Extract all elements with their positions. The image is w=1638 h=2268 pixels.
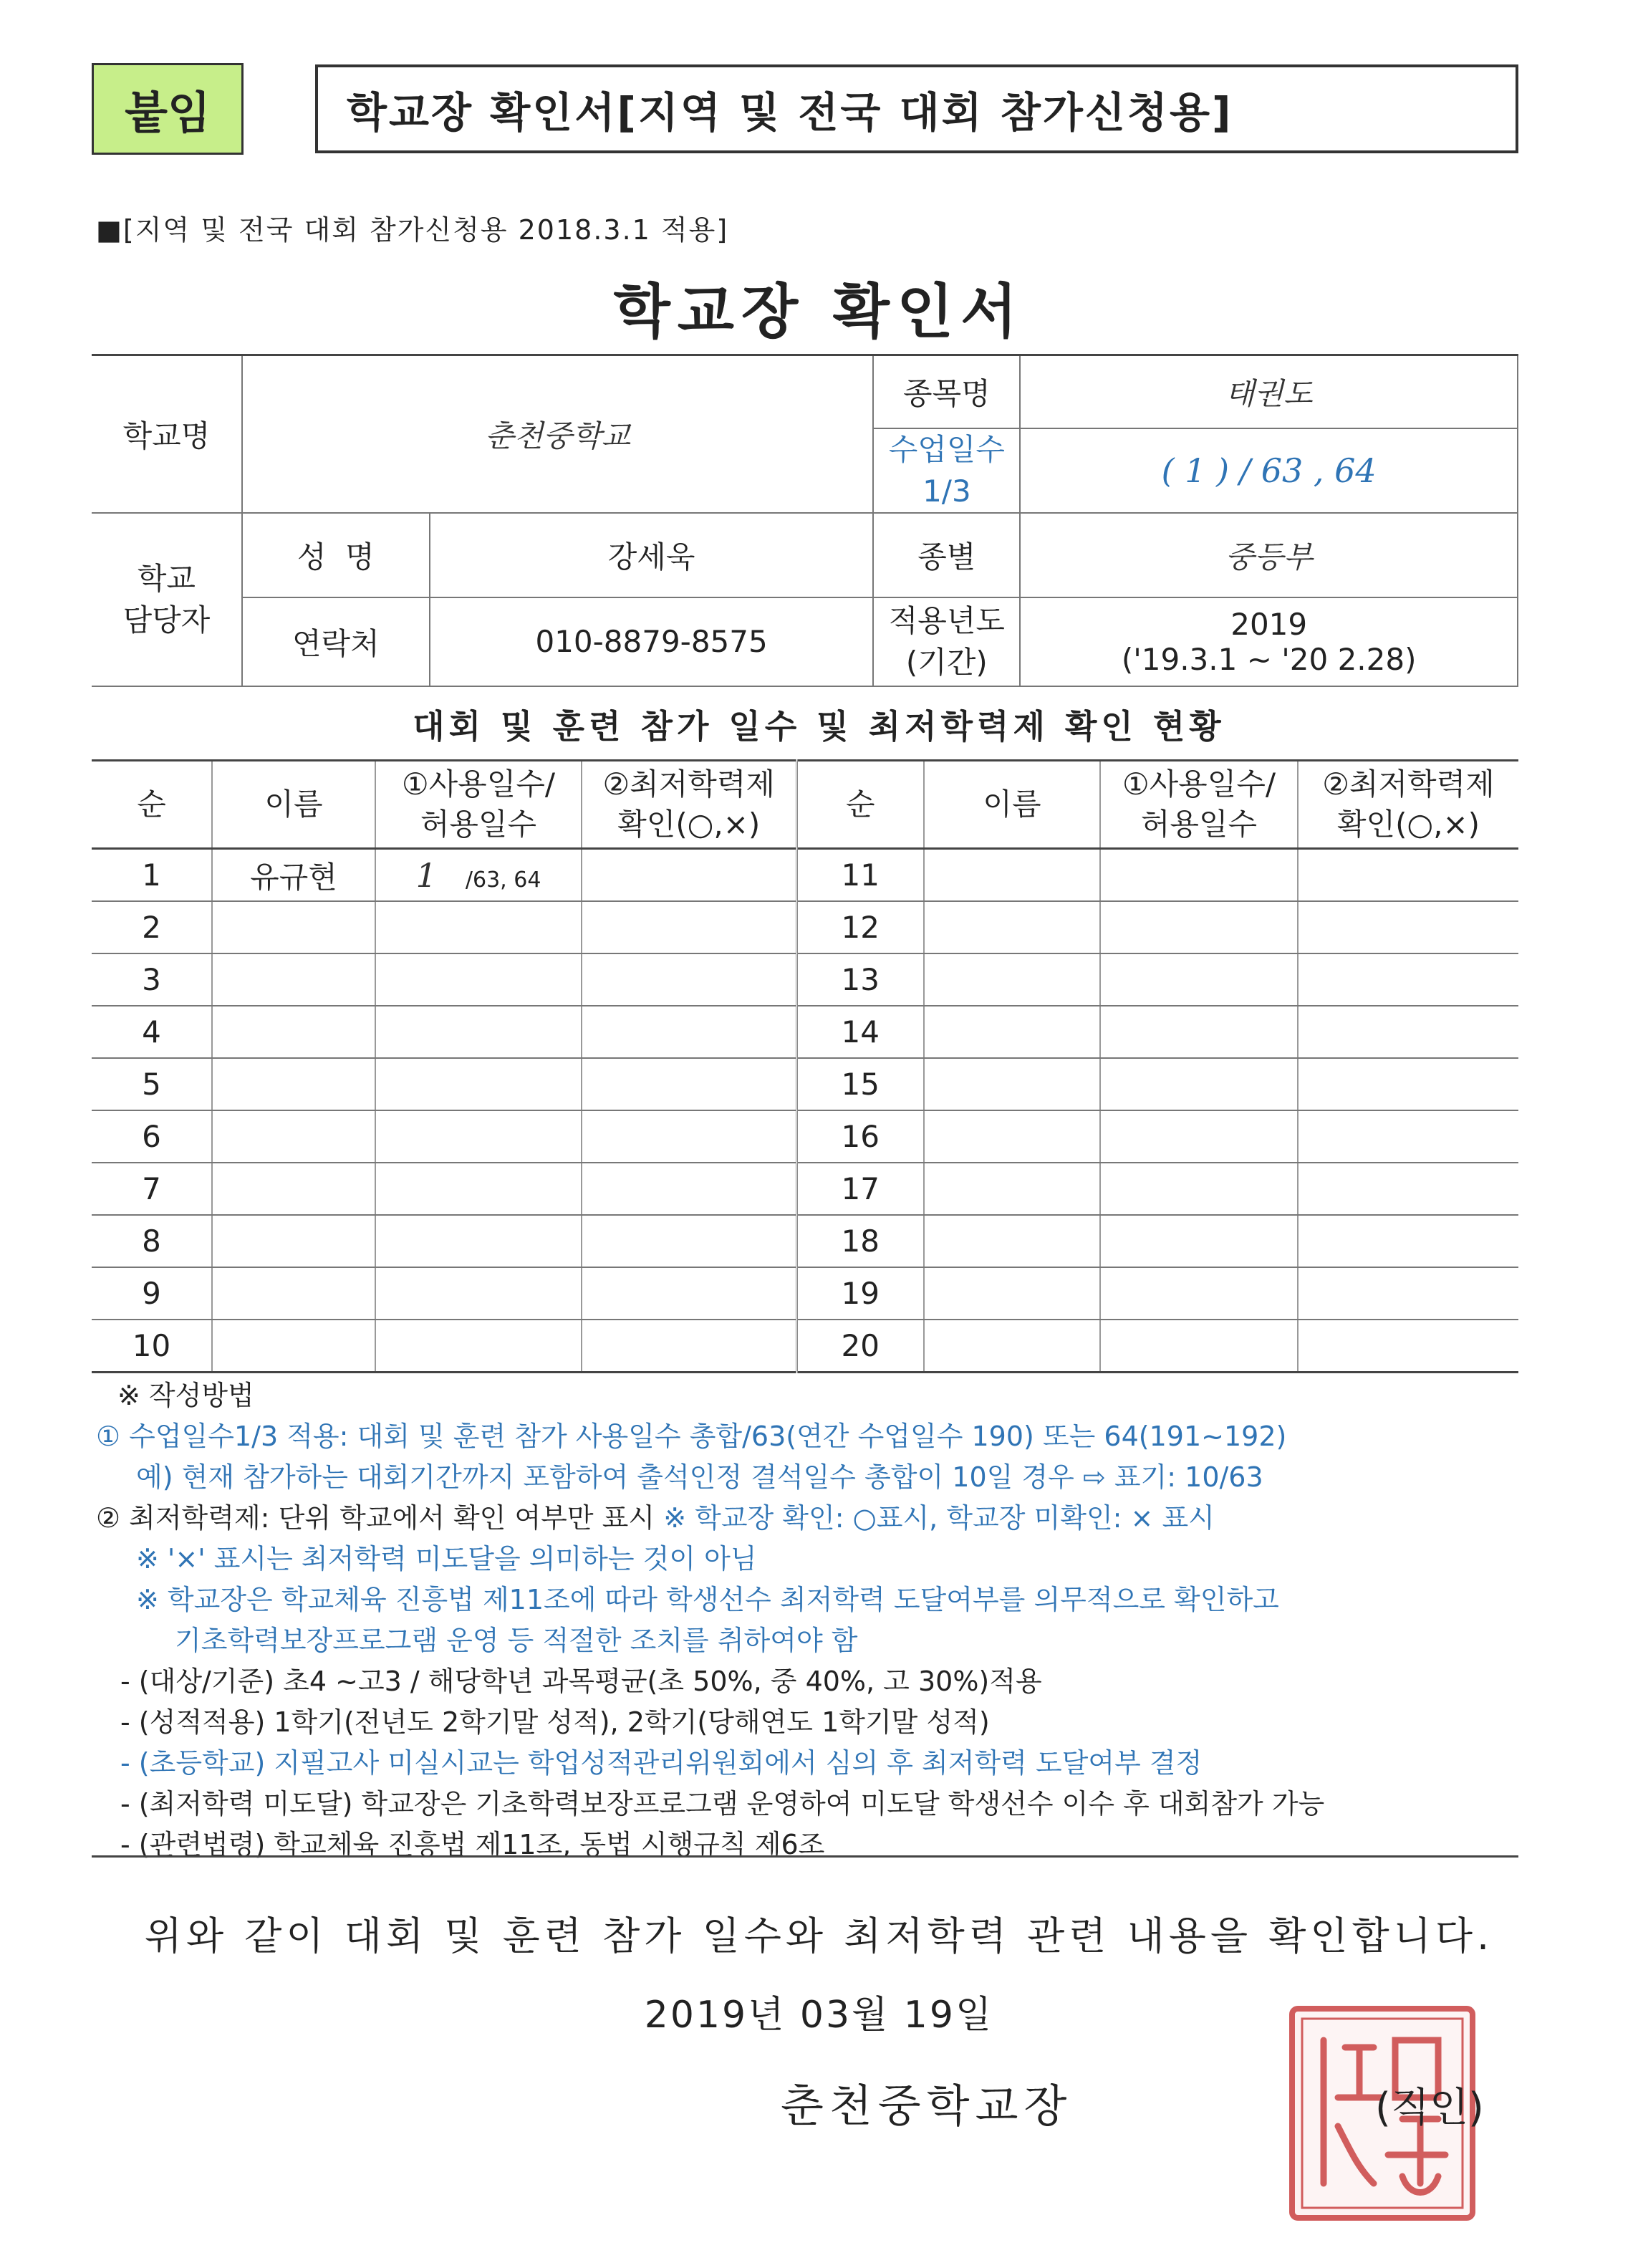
row-check-2 bbox=[1298, 953, 1518, 1006]
row-name bbox=[212, 1320, 375, 1373]
table-row bbox=[92, 1267, 1518, 1320]
table-row bbox=[92, 1163, 1518, 1215]
row-number-2: 18 bbox=[796, 1215, 924, 1267]
row-number: 9 bbox=[92, 1267, 212, 1320]
row-number: 1 bbox=[92, 849, 212, 902]
row-check-2 bbox=[1298, 901, 1518, 953]
row-number: 10 bbox=[92, 1320, 212, 1373]
row-days bbox=[375, 1058, 582, 1110]
row-name bbox=[212, 1215, 375, 1267]
detail-1: - (대상/기준) 초4 ~고3 / 해당학년 과목평균(초 50%, 중 40%, 고 30%)적용 bbox=[120, 1666, 1042, 1697]
form-header-title bbox=[315, 64, 1518, 153]
row-name-2 bbox=[924, 849, 1100, 902]
row-days-2 bbox=[1100, 953, 1298, 1006]
table-row bbox=[92, 1006, 1518, 1058]
row-check bbox=[582, 849, 796, 902]
row-name-2 bbox=[924, 1215, 1100, 1267]
col-header-days-2: ①사용일수/ 허용일수 bbox=[1100, 761, 1298, 849]
table-row bbox=[92, 953, 1518, 1006]
row-check-2 bbox=[1298, 849, 1518, 902]
row-name-2 bbox=[924, 953, 1100, 1006]
form-header-title-text: 학교장 확인서[지역 및 전국 대회 참가신청용] bbox=[347, 88, 1233, 137]
row-days-2 bbox=[1100, 901, 1298, 953]
row-days-allowed: /63, 64 bbox=[465, 867, 541, 893]
row-check-2 bbox=[1298, 1058, 1518, 1110]
row-check-2 bbox=[1298, 1267, 1518, 1320]
table-row bbox=[92, 1058, 1518, 1110]
row-number: 7 bbox=[92, 1163, 212, 1215]
school-name-label: 학교명 bbox=[92, 355, 242, 513]
row-days-2 bbox=[1100, 1110, 1298, 1163]
row-name-2 bbox=[924, 1058, 1100, 1110]
row-number-2: 12 bbox=[796, 901, 924, 953]
row-days-2 bbox=[1100, 1320, 1298, 1373]
category-value: 중등부 bbox=[1020, 513, 1518, 597]
manager-name-value: 강세욱 bbox=[430, 513, 874, 597]
school-info-table bbox=[92, 354, 1518, 687]
note-2-black: ② 최저학력제: 단위 학교에서 확인 여부만 표시 bbox=[96, 1502, 655, 1534]
document-title: 학교장 확인서 bbox=[613, 278, 1025, 346]
row-number: 5 bbox=[92, 1058, 212, 1110]
row-days-2 bbox=[1100, 1163, 1298, 1215]
row-number-2: 16 bbox=[796, 1110, 924, 1163]
principal-title: 춘천중학교장 bbox=[781, 2080, 1073, 2132]
col-header-check: ②최저학력제 확인(○,×) bbox=[582, 761, 796, 849]
signing-date: 2019년 03월 19일 bbox=[644, 1994, 994, 2037]
year-label: 적용년도 (기간) bbox=[873, 597, 1020, 686]
row-check bbox=[582, 1163, 796, 1215]
school-name-value: 춘천중학교 bbox=[242, 355, 874, 513]
col-header-name: 이름 bbox=[212, 761, 375, 849]
row-number: 4 bbox=[92, 1006, 212, 1058]
note-4b: 기초학력보장프로그램 운영 등 적절한 조치를 취하여야 함 bbox=[175, 1625, 858, 1656]
attachment-tag-label: 붙임 bbox=[125, 86, 211, 139]
confirmation-text: 위와 같이 대회 및 훈련 참가 일수와 최저학력 관련 내용을 확인합니다. bbox=[144, 1913, 1494, 1959]
row-check-2 bbox=[1298, 1215, 1518, 1267]
year-cell bbox=[1020, 597, 1518, 686]
row-number-2: 17 bbox=[796, 1163, 924, 1215]
row-check bbox=[582, 1267, 796, 1320]
row-number: 6 bbox=[92, 1110, 212, 1163]
row-check bbox=[582, 1215, 796, 1267]
row-check bbox=[582, 901, 796, 953]
row-check bbox=[582, 953, 796, 1006]
row-name-2 bbox=[924, 1320, 1100, 1373]
contact-label: 연락처 bbox=[242, 597, 430, 686]
category-label: 종별 bbox=[873, 513, 1020, 597]
table-row bbox=[92, 849, 1518, 902]
applicability-note: ■[지역 및 전국 대회 참가신청용 2018.3.1 적용] bbox=[96, 214, 729, 246]
class-days-label: 수업일수 1/3 bbox=[873, 428, 1020, 513]
writing-instructions bbox=[96, 1375, 1521, 1865]
row-number-2: 14 bbox=[796, 1006, 924, 1058]
row-name-2 bbox=[924, 1163, 1100, 1215]
table-row bbox=[92, 1320, 1518, 1373]
row-name bbox=[212, 1163, 375, 1215]
row-name bbox=[212, 901, 375, 953]
row-name bbox=[212, 1006, 375, 1058]
detail-2: - (성적적용) 1학기(전년도 2학기말 성적), 2학기(당해연도 1학기말 성적) bbox=[120, 1706, 990, 1738]
row-name-2 bbox=[924, 1006, 1100, 1058]
attachment-tag bbox=[92, 63, 244, 155]
row-check-2 bbox=[1298, 1006, 1518, 1058]
section-title: 대회 및 훈련 참가 일수 및 최저학력제 확인 현황 bbox=[413, 707, 1225, 746]
detail-3: - (초등학교) 지필고사 미실시교는 학업성적관리위원회에서 심의 후 최저학력 도달여부 결정 bbox=[120, 1747, 1203, 1779]
row-name-2 bbox=[924, 901, 1100, 953]
table-row bbox=[92, 1110, 1518, 1163]
col-header-days: ①사용일수/ 허용일수 bbox=[375, 761, 582, 849]
table-row bbox=[92, 1215, 1518, 1267]
row-number: 2 bbox=[92, 901, 212, 953]
row-days bbox=[375, 1267, 582, 1320]
sport-label: 종목명 bbox=[873, 355, 1020, 428]
col-header-name-2: 이름 bbox=[924, 761, 1100, 849]
manager-label: 학교 담당자 bbox=[92, 513, 242, 686]
table-row bbox=[92, 901, 1518, 953]
row-name-2 bbox=[924, 1267, 1100, 1320]
row-check bbox=[582, 1110, 796, 1163]
row-days-2 bbox=[1100, 1006, 1298, 1058]
detail-5: - (관련법령) 학교체육 진흥법 제11조, 동법 시행규칙 제6조 bbox=[120, 1829, 825, 1860]
row-days bbox=[375, 1320, 582, 1373]
row-days bbox=[375, 1215, 582, 1267]
note-4a: ※ 학교장은 학교체육 진흥법 제11조에 따라 학생선수 최저학력 도달여부를 의무적으로 확인하고 bbox=[136, 1584, 1279, 1615]
row-number-2: 13 bbox=[796, 953, 924, 1006]
row-name bbox=[212, 1267, 375, 1320]
row-days bbox=[375, 849, 582, 902]
seal-label: (직인) bbox=[1375, 2085, 1484, 2131]
row-number-2: 15 bbox=[796, 1058, 924, 1110]
row-days-used: 1 bbox=[415, 855, 437, 895]
participation-table bbox=[92, 759, 1518, 1373]
row-number-2: 20 bbox=[796, 1320, 924, 1373]
note-2 bbox=[96, 1498, 1521, 1539]
row-check bbox=[582, 1006, 796, 1058]
row-number-2: 11 bbox=[796, 849, 924, 902]
row-check-2 bbox=[1298, 1110, 1518, 1163]
contact-value: 010-8879-8575 bbox=[430, 597, 874, 686]
row-number: 3 bbox=[92, 953, 212, 1006]
row-days bbox=[375, 1110, 582, 1163]
divider bbox=[92, 1855, 1518, 1858]
notes-heading: ※ 작성방법 bbox=[117, 1380, 254, 1411]
sport-value: 태권도 bbox=[1020, 355, 1518, 428]
row-days bbox=[375, 953, 582, 1006]
year-value: 2019 bbox=[1230, 606, 1308, 642]
note-1b: 예) 현재 참가하는 대회기간까지 포함하여 출석인정 결석일수 총합이 10일 경우 ⇨ 표기: 10/63 bbox=[136, 1461, 1263, 1493]
row-check-2 bbox=[1298, 1320, 1518, 1373]
col-header-no-2: 순 bbox=[796, 761, 924, 849]
detail-4: - (최저학력 미도달) 학교장은 기초학력보장프로그램 운영하여 미도달 학생선수 이수 후 대회참가 가능 bbox=[120, 1788, 1325, 1820]
row-check bbox=[582, 1058, 796, 1110]
row-name: 유규현 bbox=[212, 849, 375, 902]
row-number: 8 bbox=[92, 1215, 212, 1267]
table-header-row bbox=[92, 761, 1518, 849]
row-days-2 bbox=[1100, 1215, 1298, 1267]
row-number-2: 19 bbox=[796, 1267, 924, 1320]
col-header-check-2: ②최저학력제 확인(○,×) bbox=[1298, 761, 1518, 849]
note-2-blue: ※ 학교장 확인: ○표시, 학교장 미확인: × 표시 bbox=[663, 1502, 1215, 1534]
row-check-2 bbox=[1298, 1163, 1518, 1215]
note-1a: ① 수업일수1/3 적용: 대회 및 훈련 참가 사용일수 총합/63(연간 수업일수 190) 또는 64(191~192) bbox=[96, 1421, 1287, 1452]
row-days-2 bbox=[1100, 1267, 1298, 1320]
row-days bbox=[375, 1163, 582, 1215]
row-days-2 bbox=[1100, 849, 1298, 902]
class-days-value: ( 1 ) / 63 , 64 bbox=[1020, 428, 1518, 513]
row-name bbox=[212, 953, 375, 1006]
period-value: ('19.3.1 ~ '20 2.28) bbox=[1121, 641, 1417, 677]
row-days bbox=[375, 1006, 582, 1058]
row-name-2 bbox=[924, 1110, 1100, 1163]
row-days bbox=[375, 901, 582, 953]
row-days-2 bbox=[1100, 1058, 1298, 1110]
row-name bbox=[212, 1110, 375, 1163]
row-check bbox=[582, 1320, 796, 1373]
note-3: ※ '×' 표시는 최저학력 미도달을 의미하는 것이 아님 bbox=[136, 1543, 757, 1575]
manager-name-label: 성 명 bbox=[242, 513, 430, 597]
col-header-no: 순 bbox=[92, 761, 212, 849]
row-name bbox=[212, 1058, 375, 1110]
